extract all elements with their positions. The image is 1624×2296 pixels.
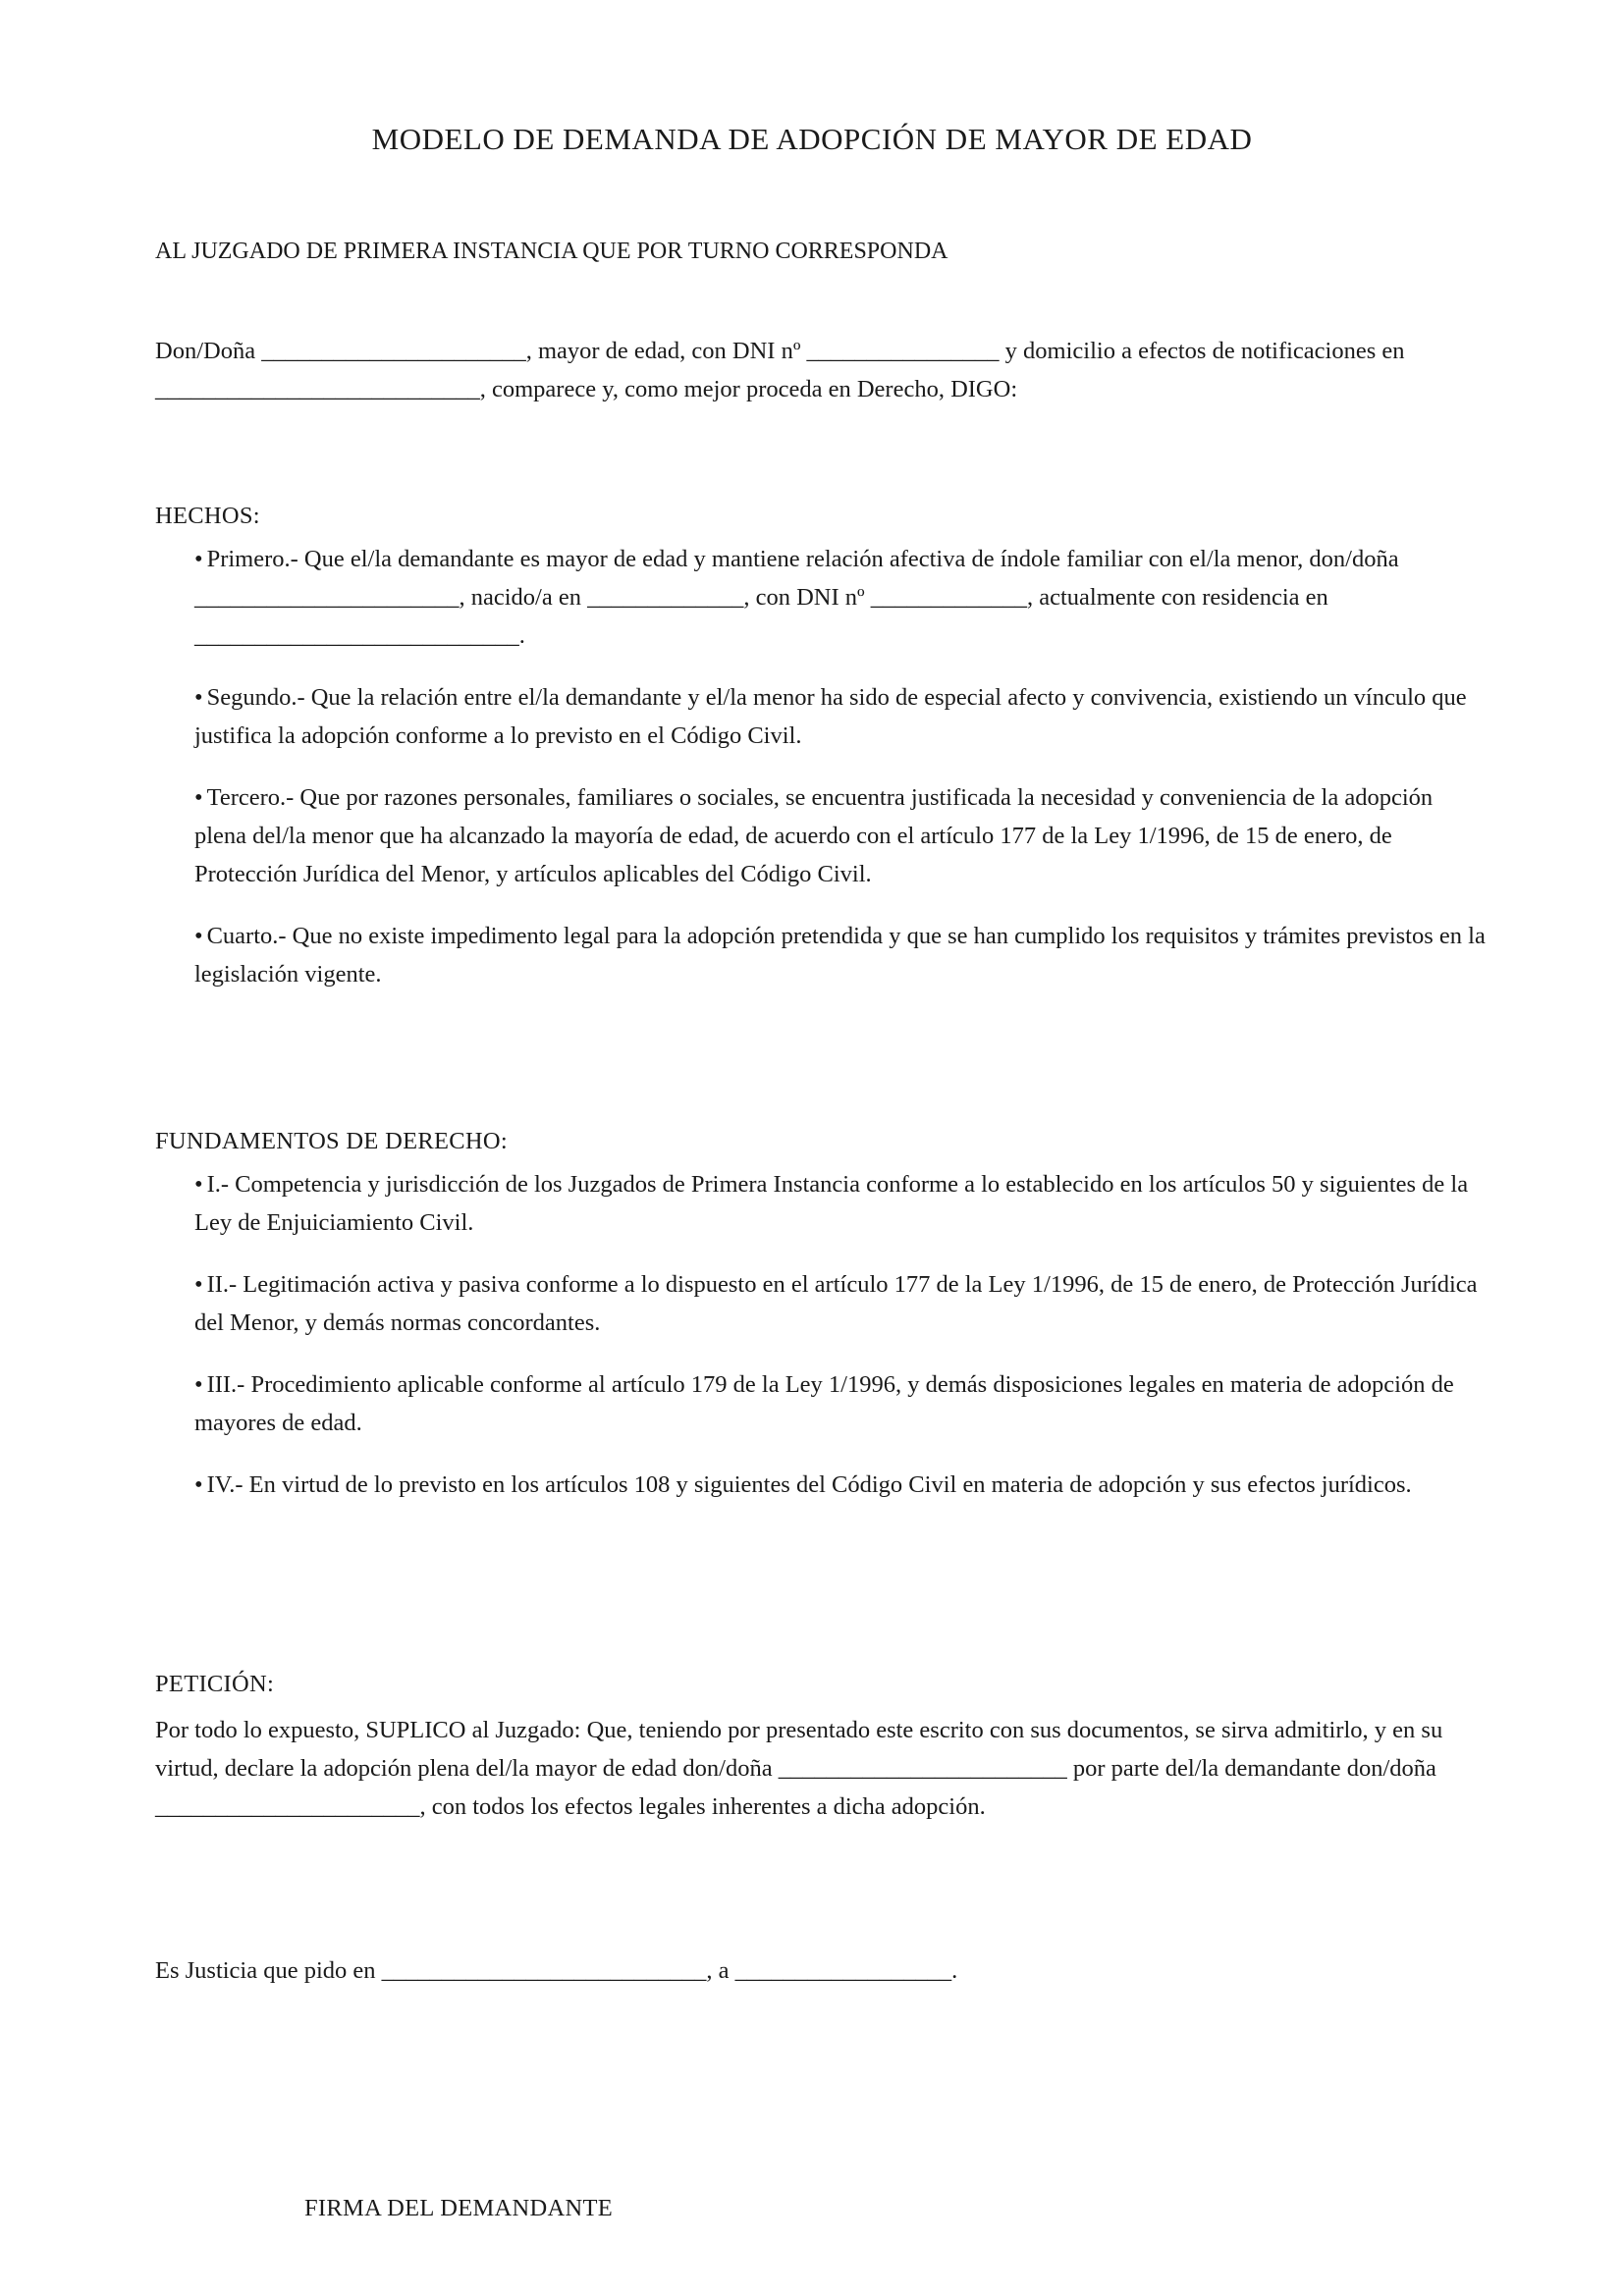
- bullet-icon: •: [194, 684, 203, 711]
- document-title: MODELO DE DEMANDA DE ADOPCIÓN DE MAYOR DE EDAD: [371, 122, 1253, 156]
- bullet-icon: •: [194, 1271, 203, 1298]
- list-item: [194, 540, 1487, 655]
- signature-label: FIRMA DEL DEMANDANTE: [304, 2195, 614, 2221]
- closing-line: Es Justicia que pido en ___________________________, a __________________.: [155, 1957, 958, 1984]
- fundamentos-item-text: IV.- En virtud de lo previsto en los artículos 108 y siguientes del Código Civil en materia de adopción y sus efectos jurídicos.: [206, 1471, 1412, 1498]
- intro-paragraph: Don/Doña ______________________, mayor de edad, con DNI nº ________________ y domicilio a efectos de notificaciones en ___________________________, comparece y, como mejor proceda en Derecho, DIGO:: [155, 338, 1405, 402]
- fundamentos-item-text: III.- Procedimiento aplicable conforme al artículo 179 de la Ley 1/1996, y demás disposiciones legales en materia de adopción de mayores de edad.: [194, 1371, 1454, 1436]
- list-item: [194, 917, 1487, 993]
- court-addressee: AL JUZGADO DE PRIMERA INSTANCIA QUE POR TURNO CORRESPONDA: [155, 239, 948, 264]
- hechos-heading: HECHOS:: [155, 503, 260, 529]
- bullet-icon: •: [194, 923, 203, 949]
- peticion-heading: PETICIÓN:: [155, 1671, 275, 1697]
- hechos-list: [194, 540, 1487, 1017]
- bullet-icon: •: [194, 784, 203, 811]
- list-item: [194, 778, 1487, 893]
- list-item: [194, 678, 1487, 755]
- bullet-icon: •: [194, 1171, 203, 1198]
- bullet-icon: •: [194, 1471, 203, 1498]
- list-item: [194, 1466, 1487, 1504]
- petition-paragraph: Por todo lo expuesto, SUPLICO al Juzgado: Que, teniendo por presentado este escrito con sus documentos, se sirva admitirlo, y en su virtud, declare la adopción plena del/la mayor de edad don/doña ________________________ por parte del/la demandante don/doña ______________________, con todos los efectos legales inherentes a dicha adopción.: [155, 1717, 1443, 1820]
- hechos-item-text: Cuarto.- Que no existe impedimento legal para la adopción pretendida y que se han cumplido los requisitos y trámites previstos en la legislación vigente.: [194, 923, 1486, 988]
- list-item: [194, 1365, 1487, 1442]
- hechos-item-text: Tercero.- Que por razones personales, familiares o sociales, se encuentra justificada la necesidad y conveniencia de la adopción plena del/la menor que ha alcanzado la mayoría de edad, de acuerdo con el artículo 177 de la Ley 1/1996, de 15 de enero, de Protección Jurídica del Menor, y artículos aplicables del Código Civil.: [194, 784, 1434, 887]
- list-item: [194, 1265, 1487, 1342]
- fundamentos-item-text: I.- Competencia y jurisdicción de los Juzgados de Primera Instancia conforme a lo establecido en los artículos 50 y siguientes de la Ley de Enjuiciamiento Civil.: [194, 1171, 1469, 1236]
- hechos-item-text: Segundo.- Que la relación entre el/la demandante y el/la menor ha sido de especial afecto y convivencia, existiendo un vínculo que justifica la adopción conforme a lo previsto en el Código Civil.: [194, 684, 1467, 749]
- hechos-item-text: Primero.- Que el/la demandante es mayor de edad y mantiene relación afectiva de índole familiar con el/la menor, don/doña ______________________, nacido/a en _____________, con DNI nº _____________, actualmente con residencia en ___________________________.: [194, 546, 1399, 649]
- bullet-icon: •: [194, 546, 203, 572]
- fundamentos-heading: FUNDAMENTOS DE DERECHO:: [155, 1128, 508, 1154]
- bullet-icon: •: [194, 1371, 203, 1398]
- fundamentos-item-text: II.- Legitimación activa y pasiva conforme a lo dispuesto en el artículo 177 de la Ley 1/1996, de 15 de enero, de Protección Jurídica del Menor, y demás normas concordantes.: [194, 1271, 1478, 1336]
- fundamentos-list: [194, 1165, 1487, 1527]
- list-item: [194, 1165, 1487, 1242]
